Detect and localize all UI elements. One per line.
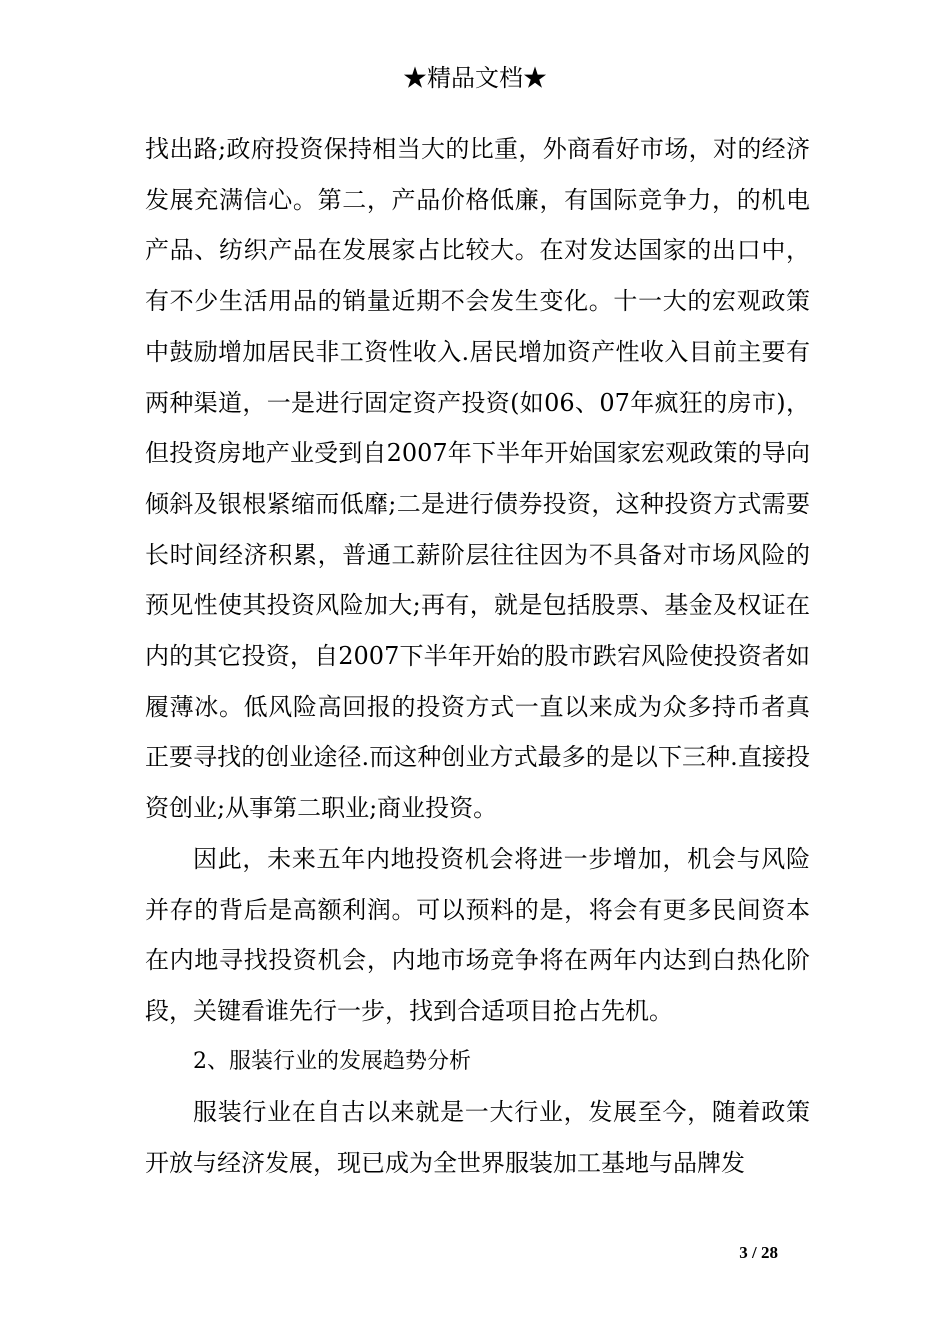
section-heading: 2、服装行业的发展趋势分析 <box>193 1048 471 1074</box>
paragraph: 服装行业在自古以来就是一大行业，发展至今，随着政策开放与经济发展，现已成为全世界服装加工基地与品牌发 <box>145 1098 810 1178</box>
header-title: ★精品文档★ <box>403 64 547 92</box>
document-body <box>145 124 810 1189</box>
paragraph-continuation: 找出路;政府投资保持相当大的比重，外商看好市场，对的经济发展充满信心。第二，产品价格低廉，有国际竞争力，的机电产品、纺织产品在发展家占比较大。在对发达国家的出口中，有不少生活用品的销量近期不会发生变化。十一大的宏观政策中鼓励增加居民非工资性收入.居民增加资产性收入目前主要有两种渠道，一是进行固定资产投资(如06、07年疯狂的房市)，但投资房地产业受到自2007年下半年开始国家宏观政策的导向倾斜及银根紧缩而低靡;二是进行债券投资，这种投资方式需要长时间经济积累，普通工薪阶层往往因为不具备对市场风险的预见性使其投资风险加大;再有，就是包括股票、基金及权证在内的其它投资，自2007下半年开始的股市跌宕风险使投资者如履薄冰。低风险高回报的投资方式一直以来成为众多持币者真正要寻找的创业途径.而这种创业方式最多的是以下三种.直接投资创业;从事第二职业;商业投资。 <box>145 135 810 823</box>
paragraph: 因此，未来五年内地投资机会将进一步增加，机会与风险并存的背后是高额利润。可以预料的是，将会有更多民间资本在内地寻找投资机会，内地市场竞争将在两年内达到白热化阶段，关键看谁先行一步，找到合适项目抢占先机。 <box>145 844 810 1025</box>
page-number <box>739 1242 778 1264</box>
document-header <box>0 62 950 94</box>
page-number-text: 3 / 28 <box>739 1243 778 1262</box>
